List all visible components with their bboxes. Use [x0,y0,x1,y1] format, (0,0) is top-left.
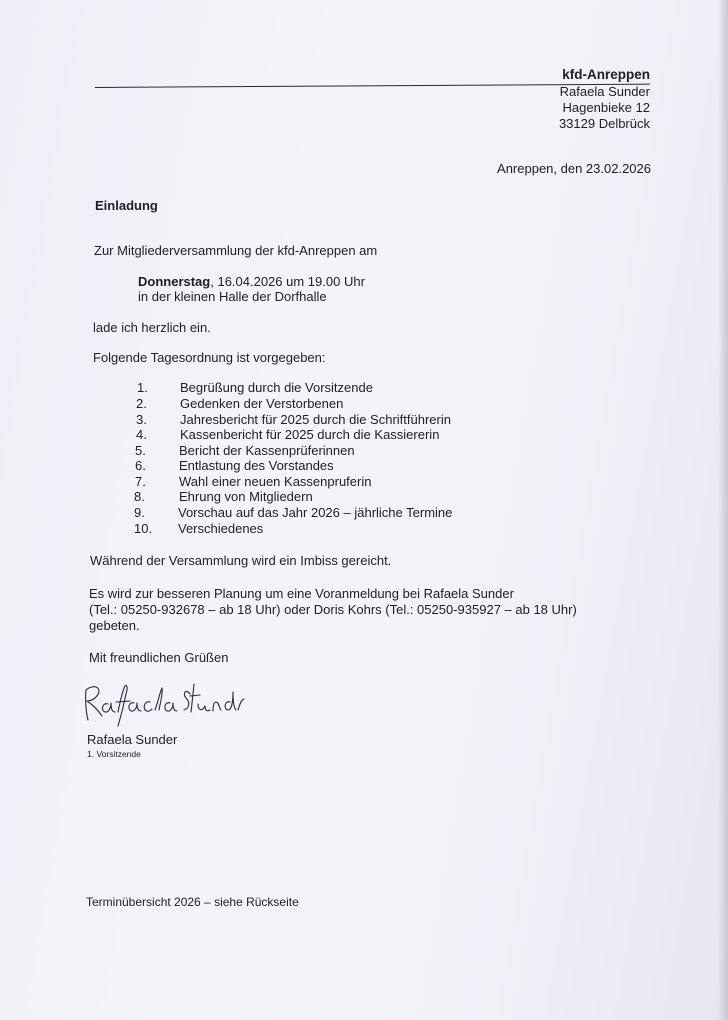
signer-role: 1. Vorsitzende [87,749,141,759]
meeting-datetime [138,274,365,289]
agenda-item-number: 8. [134,489,145,504]
closing-greeting: Mit freundlichen Grüßen [89,650,229,665]
agenda-intro: Folgende Tagesordnung ist vorgegeben: [93,350,326,365]
handwritten-signature [78,672,248,732]
agenda-item-text: Begrüßung durch die Vorsitzende [180,380,373,395]
agenda-item-number: 3. [136,412,147,427]
page-edge-shadow [718,0,728,1020]
sender-city: 33129 Delbrück [558,116,650,131]
agenda-item-number: 9. [134,505,145,520]
footer-note: Terminübersicht 2026 – siehe Rückseite [86,895,299,909]
agenda-item-text: Verschiedenes [178,521,264,536]
organization-name: kfd-Anreppen [562,67,650,82]
agenda-item-number: 6. [135,458,146,473]
agenda-item-text: Gedenken der Verstorbenen [180,396,344,411]
meeting-location: in der kleinen Halle der Dorfhalle [138,289,327,304]
agenda-item-number: 2. [136,396,147,411]
meeting-day: Donnerstag [138,274,211,289]
agenda-item-number: 7. [135,474,146,489]
agenda-item-number: 5. [135,443,146,458]
sender-name: Rafaela Sunder [559,84,650,99]
agenda-item-text: Wahl einer neuen Kassenpruferin [179,474,372,489]
invite-text: lade ich herzlich ein. [93,320,211,335]
agenda-item-text: Ehrung von Mitgliedern [179,489,313,504]
date-line: Anreppen, den 23.02.2026 [497,161,651,176]
agenda-item-text: Jahresbericht für 2025 durch die Schriftführerin [180,412,451,427]
agenda-item-number: 4. [136,427,147,442]
signer-name: Rafaela Sunder [87,732,178,747]
agenda-item-text: Entlastung des Vorstandes [179,458,334,473]
meeting-date-time: , 16.04.2026 um 19.00 Uhr [210,274,365,289]
meal-note: Während der Versammlung wird ein Imbiss gereicht. [90,553,392,568]
registration-line: Es wird zur besseren Planung um eine Voranmeldung bei Rafaela Sunder [89,586,514,601]
agenda-item-text: Kassenbericht für 2025 durch die Kassiererin [180,427,440,442]
sender-street: Hagenbieke 12 [562,100,650,115]
intro-text: Zur Mitgliederversammlung der kfd-Anreppen am [94,243,378,258]
agenda-item-number: 10. [134,521,153,536]
registration-line: gebeten. [89,618,140,633]
agenda-item-text: Vorschau auf das Jahr 2026 – jährliche Termine [178,505,453,520]
agenda-item-text: Bericht der Kassenprüferinnen [179,443,355,458]
agenda-item-number: 1. [137,380,148,395]
letter-title: Einladung [95,198,158,213]
registration-line: (Tel.: 05250-932678 – ab 18 Uhr) oder Doris Kohrs (Tel.: 05250-935927 – ab 18 Uhr) [89,602,577,617]
